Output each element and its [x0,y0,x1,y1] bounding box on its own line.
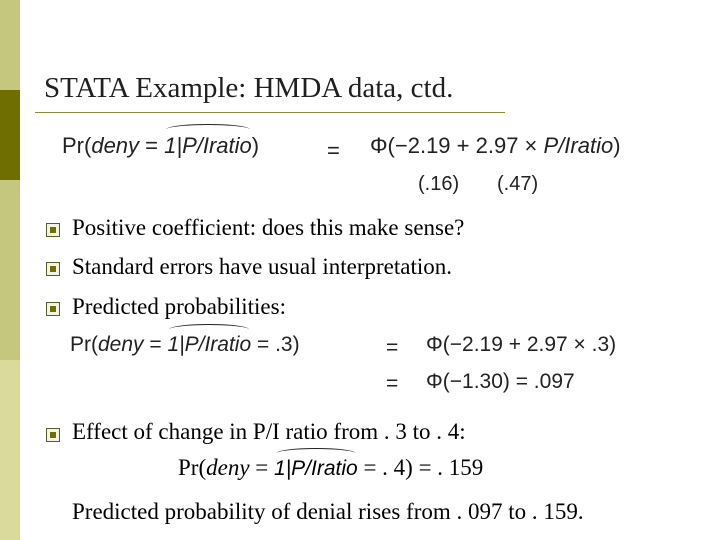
bullet-text: Standard errors have usual interpretation. [72,254,453,279]
estimate-hat: 1|P/Iratio [164,133,252,158]
estimate-hat: 1|P/Iratio [274,457,358,480]
accent-bar-segment [0,90,20,180]
probit-equation-lhs: Pr(deny = 1|P/Iratio) [62,133,260,158]
estimate-hat: 1|P/Iratio [167,333,252,356]
equals-sign: = [327,138,340,163]
predicted-rhs-1: Φ(−2.19 + 2.97 × .3) [426,333,617,356]
bullet-icon [46,262,60,276]
slide-title: STATA Example: HMDA data, ctd. [44,72,454,104]
bullet-text: Predicted probabilities: [72,294,286,319]
bullet-icon [46,302,60,316]
effect-equation: Pr(deny = 1|P/Iratio = . 4) = . 159 [178,455,484,480]
standard-error-slope: (.47) [497,173,539,195]
title-underline [35,112,505,113]
accent-bar-segment [0,360,20,540]
standard-error-intercept: (.16) [418,173,460,195]
equals-sign: = [386,336,399,359]
bullet-text: Effect of change in P/I ratio from . 3 to . 4: [72,419,466,444]
conclusion-text: Predicted probability of denial rises from . 097 to . 159. [72,499,584,524]
equals-sign: = [386,372,399,395]
bullet-text: Positive coefficient: does this make sense? [72,215,465,240]
predicted-rhs-2: Φ(−1.30) = .097 [426,370,575,393]
accent-bar-segment [0,0,20,90]
bullet-icon [46,223,60,237]
probit-equation-rhs: Φ(−2.19 + 2.97 × P/Iratio) [370,133,621,158]
accent-bar-segment [0,180,20,360]
bullet-icon [46,428,60,442]
predicted-lhs: Pr(deny = 1|P/Iratio = .3) [70,333,300,356]
